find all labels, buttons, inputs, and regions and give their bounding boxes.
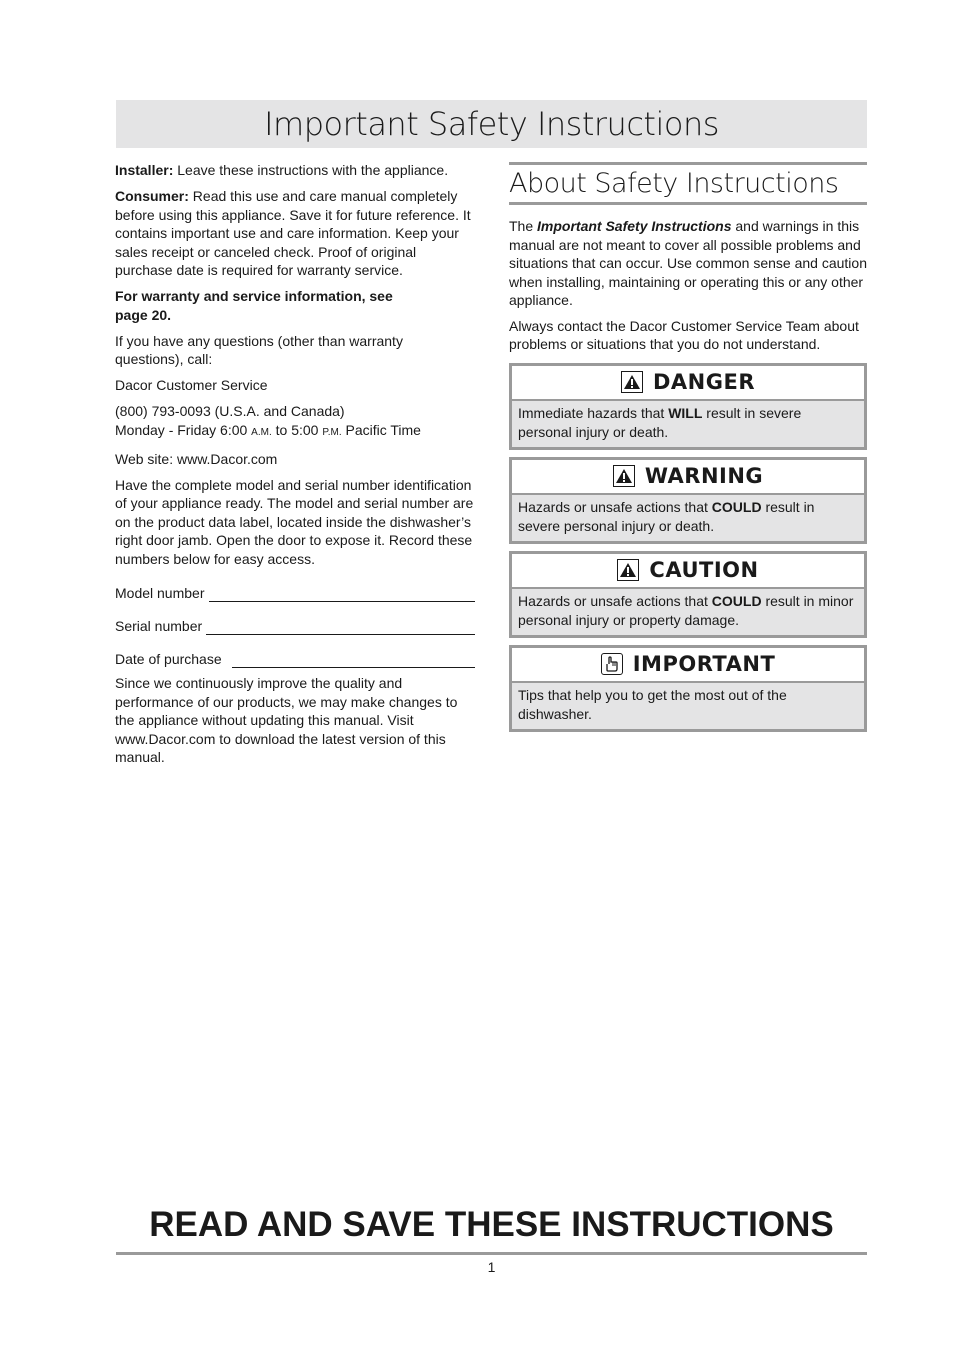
about-heading: About Safety Instructions (509, 168, 839, 199)
serial-number-label: Serial number (115, 617, 203, 634)
installer-text: Leave these instructions with the appliance. (173, 162, 449, 178)
contact-paragraph (115, 402, 475, 442)
footer-rule (116, 1252, 867, 1255)
important-header (512, 648, 864, 683)
hours-part-c: Pacific Time (341, 421, 421, 438)
page-number: 1 (487, 1259, 496, 1275)
page-title-bar (116, 100, 867, 148)
danger-header (512, 366, 864, 401)
important-body (512, 683, 864, 729)
about-p1-em: Important Safety Instructions (537, 218, 732, 234)
caution-strong: COULD (711, 592, 762, 609)
danger-box (509, 363, 867, 450)
pointing-hand-icon (601, 653, 623, 675)
caution-text-a: Hazards or unsafe actions that (518, 592, 712, 609)
hours-part-a: Monday - Friday 6:00 (115, 421, 252, 438)
danger-strong: WILL (668, 404, 703, 421)
about-p1-a: The (509, 218, 538, 234)
service-name: Dacor Customer Service (115, 377, 268, 393)
caution-body (512, 589, 864, 635)
warning-body (512, 495, 864, 541)
danger-text-b: result in severe personal injury or death. (518, 404, 802, 440)
model-number-label: Model number (115, 584, 205, 601)
danger-text-a: Immediate hazards that (518, 404, 669, 421)
warning-strong: COULD (711, 498, 762, 515)
about-p1-b: and warnings in this manual are not meant to cover all possible problems and situations that can occur. Use common sense and caution when installing, maintaining or operating this or any other appliance. (509, 218, 867, 308)
warranty-paragraph (115, 287, 475, 324)
warning-text-b: result in severe personal injury or death. (518, 498, 815, 534)
installer-label: Installer: (115, 162, 174, 178)
about-paragraph-1 (509, 217, 867, 310)
important-text: Tips that help you to get the most out of the dishwasher. (518, 686, 787, 722)
caution-box (509, 551, 867, 638)
warning-triangle-icon (617, 559, 639, 581)
caution-header (512, 554, 864, 589)
consumer-paragraph (115, 187, 475, 280)
website-paragraph: Web site: www.Dacor.com (115, 450, 278, 467)
warranty-line-2: page 20. (115, 306, 172, 323)
warning-triangle-icon (613, 465, 635, 487)
improve-paragraph: Since we continuously improve the quality and performance of our products, we may make changes to the appliance without updating this manual. Visit www.Dacor.com to download the latest version of this manual. (115, 675, 458, 765)
warning-triangle-icon (621, 371, 643, 393)
page-title: Important Safety Instructions (264, 105, 719, 143)
consumer-label: Consumer: (115, 188, 189, 204)
model-info-paragraph: Have the complete model and serial number identification of your appliance ready. The model and serial number are on the product data label, located inside the dishwasher’s right door jamb. Open the door to expose it. Record these numbers below for easy access. (115, 476, 474, 567)
warranty-line-1: For warranty and service information, see (115, 288, 393, 304)
model-number-field[interactable] (115, 584, 475, 602)
hours-pm: P.M. (322, 426, 342, 438)
installer-paragraph (115, 161, 475, 180)
left-column (115, 161, 475, 774)
important-label: IMPORTANT (632, 651, 776, 676)
danger-label: DANGER (652, 369, 755, 394)
serial-number-line[interactable] (206, 620, 475, 635)
hours-part-b: to 5:00 (271, 421, 323, 438)
about-paragraph-2: Always contact the Dacor Customer Service Team about problems or situations that you do not understand. (509, 317, 859, 352)
danger-body (512, 401, 864, 447)
warning-label: WARNING (644, 463, 764, 488)
model-number-line[interactable] (209, 587, 476, 602)
consumer-text: Read this use and care manual completely before using this appliance. Save it for future reference. It contains important use and care information. Keep your sales receipt or canceled check. Proof of original purchase date is required for warranty service. (115, 188, 471, 278)
hours-am: A.M. (251, 426, 272, 438)
important-box (509, 645, 867, 732)
purchase-date-label: Date of purchase (115, 650, 222, 667)
purchase-date-field[interactable] (115, 650, 475, 668)
warning-header (512, 460, 864, 495)
caution-text-b: result in minor personal injury or property damage. (518, 592, 854, 628)
phone-number: (800) 793-0093 (U.S.A. and Canada) (115, 403, 345, 419)
warning-text-a: Hazards or unsafe actions that (518, 498, 712, 515)
footer-title: READ AND SAVE THESE INSTRUCTIONS (149, 1205, 834, 1244)
purchase-date-line[interactable] (232, 653, 475, 668)
serial-number-field[interactable] (115, 617, 475, 635)
questions-paragraph: If you have any questions (other than warranty questions), call: (115, 332, 403, 367)
warning-box (509, 457, 867, 544)
caution-label: CAUTION (649, 557, 759, 582)
about-heading-bar (509, 162, 867, 205)
right-column (509, 162, 867, 732)
